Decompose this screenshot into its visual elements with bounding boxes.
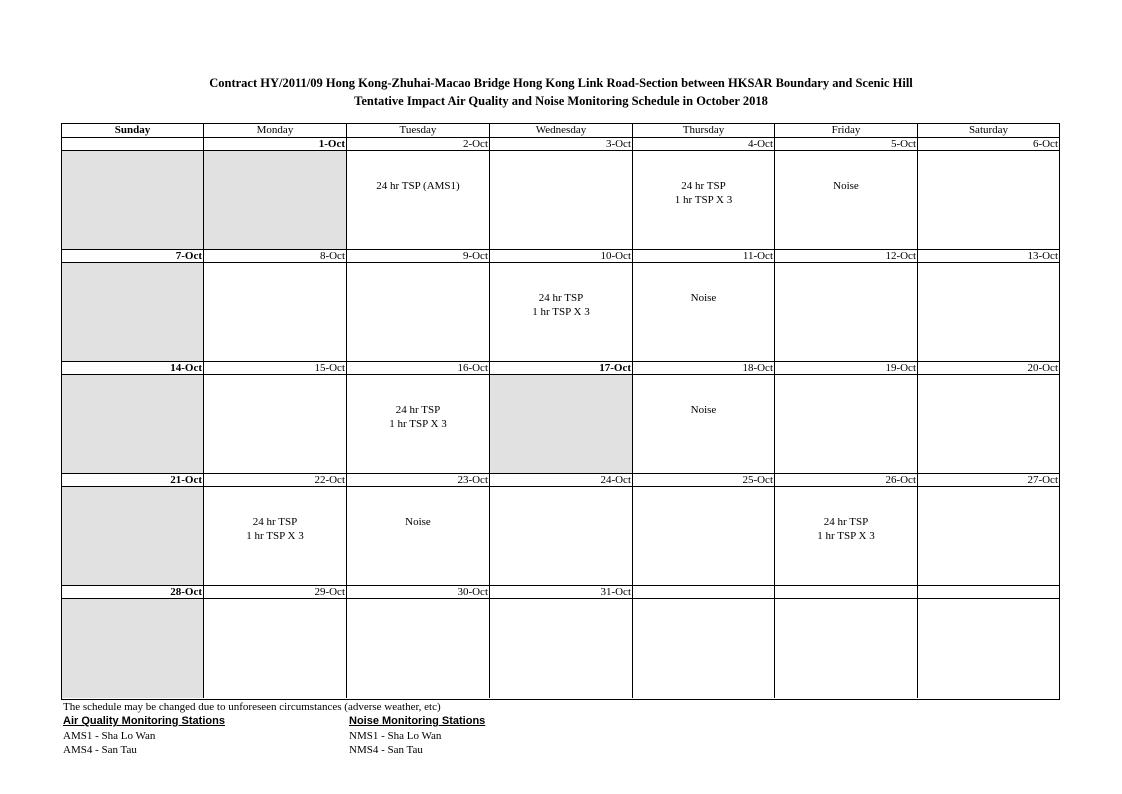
day-cell	[204, 263, 347, 362]
weekday-header: Saturday	[918, 124, 1059, 138]
day-date-label: 1-Oct	[204, 138, 347, 151]
day-cell	[775, 263, 918, 362]
day-cell	[490, 599, 633, 698]
weekday-header: Thursday	[633, 124, 775, 138]
monitoring-event: Noise	[690, 292, 717, 304]
day-date-label: 15-Oct	[204, 362, 347, 375]
day-cell	[347, 151, 490, 250]
day-date-label: 12-Oct	[775, 250, 918, 263]
day-cell	[62, 263, 204, 362]
day-cell	[633, 599, 775, 698]
document-title: Contract HY/2011/09 Hong Kong-Zhuhai-Macao Bridge Hong Kong Link Road-Section between HKSAR Boundary and Scenic Hill	[209, 76, 913, 90]
day-cell	[775, 599, 918, 698]
day-date-label: 13-Oct	[918, 250, 1059, 263]
day-date-label: 24-Oct	[490, 474, 633, 487]
day-date-label: 27-Oct	[918, 474, 1059, 487]
day-cell	[490, 151, 633, 250]
day-cell	[347, 599, 490, 698]
day-cell	[347, 375, 490, 474]
document-subtitle: Tentative Impact Air Quality and Noise Monitoring Schedule in October 2018	[354, 94, 768, 108]
weekday-header: Friday	[775, 124, 918, 138]
weekday-header: Tuesday	[347, 124, 490, 138]
day-date-label: 10-Oct	[490, 250, 633, 263]
day-date-label: 14-Oct	[62, 362, 204, 375]
monitoring-event: 1 hr TSP X 3	[817, 530, 875, 542]
day-date-label: 8-Oct	[204, 250, 347, 263]
day-cell	[918, 487, 1059, 586]
day-cell	[633, 263, 775, 362]
monitoring-event: 24 hr TSP	[681, 180, 726, 192]
monitoring-event: 24 hr TSP (AMS1)	[376, 180, 460, 192]
day-cell	[204, 151, 347, 250]
day-cell	[918, 151, 1059, 250]
day-cell	[62, 599, 204, 698]
air-station-item: AMS1 - Sha Lo Wan	[63, 730, 156, 742]
day-date-label	[62, 138, 204, 151]
noise-station-item: NMS4 - San Tau	[349, 744, 423, 756]
weekday-header: Monday	[204, 124, 347, 138]
monitoring-event: Noise	[405, 516, 431, 528]
day-date-label	[918, 586, 1059, 599]
day-cell	[490, 375, 633, 474]
day-date-label: 18-Oct	[633, 362, 775, 375]
day-date-label: 29-Oct	[204, 586, 347, 599]
day-cell	[775, 151, 918, 250]
weekday-header: Sunday	[62, 124, 204, 138]
day-date-label: 30-Oct	[347, 586, 490, 599]
day-date-label: 3-Oct	[490, 138, 633, 151]
calendar-grid	[61, 123, 1060, 700]
air-legend-heading: Air Quality Monitoring Stations	[63, 715, 225, 727]
monitoring-event: 24 hr TSP	[252, 516, 298, 528]
day-date-label: 17-Oct	[490, 362, 633, 375]
day-cell	[490, 263, 633, 362]
day-date-label: 9-Oct	[347, 250, 490, 263]
day-cell	[918, 599, 1059, 698]
noise-legend-heading: Noise Monitoring Stations	[349, 715, 486, 727]
day-date-label	[775, 586, 918, 599]
day-cell	[347, 487, 490, 586]
monitoring-event: 24 hr TSP	[823, 516, 869, 528]
day-date-label: 22-Oct	[204, 474, 347, 487]
day-cell	[490, 487, 633, 586]
day-cell	[62, 375, 204, 474]
day-cell	[62, 151, 204, 250]
day-date-label: 23-Oct	[347, 474, 490, 487]
day-cell	[633, 487, 775, 586]
monitoring-event: 1 hr TSP X 3	[389, 418, 447, 430]
air-station-item: AMS4 - San Tau	[63, 744, 137, 756]
day-date-label: 2-Oct	[347, 138, 490, 151]
day-date-label: 5-Oct	[775, 138, 918, 151]
day-date-label: 25-Oct	[633, 474, 775, 487]
day-cell	[633, 375, 775, 474]
day-date-label: 21-Oct	[62, 474, 204, 487]
day-date-label: 6-Oct	[918, 138, 1059, 151]
day-date-label: 19-Oct	[775, 362, 918, 375]
day-date-label: 11-Oct	[633, 250, 775, 263]
day-date-label: 20-Oct	[918, 362, 1059, 375]
day-date-label: 7-Oct	[62, 250, 204, 263]
monitoring-event: 24 hr TSP	[395, 404, 441, 416]
day-date-label: 28-Oct	[62, 586, 204, 599]
day-cell	[62, 487, 204, 586]
day-cell	[918, 263, 1059, 362]
monitoring-event: 1 hr TSP X 3	[246, 530, 304, 542]
day-date-label: 26-Oct	[775, 474, 918, 487]
day-date-label: 16-Oct	[347, 362, 490, 375]
noise-station-item: NMS1 - Sha Lo Wan	[349, 730, 442, 742]
day-cell	[918, 375, 1059, 474]
day-cell	[633, 151, 775, 250]
day-cell	[775, 487, 918, 586]
schedule-note: The schedule may be changed due to unforeseen circumstances (adverse weather, etc)	[63, 701, 441, 713]
monitoring-event: Noise	[690, 404, 717, 416]
day-date-label	[633, 586, 775, 599]
day-cell	[347, 263, 490, 362]
weekday-header: Wednesday	[490, 124, 633, 138]
day-cell	[204, 599, 347, 698]
day-cell	[204, 375, 347, 474]
monitoring-event: Noise	[833, 180, 859, 192]
monitoring-event: 1 hr TSP X 3	[674, 194, 733, 206]
monitoring-event: 24 hr TSP	[538, 292, 584, 304]
day-cell	[204, 487, 347, 586]
day-date-label: 4-Oct	[633, 138, 775, 151]
day-cell	[775, 375, 918, 474]
monitoring-event: 1 hr TSP X 3	[532, 306, 590, 318]
day-date-label: 31-Oct	[490, 586, 633, 599]
